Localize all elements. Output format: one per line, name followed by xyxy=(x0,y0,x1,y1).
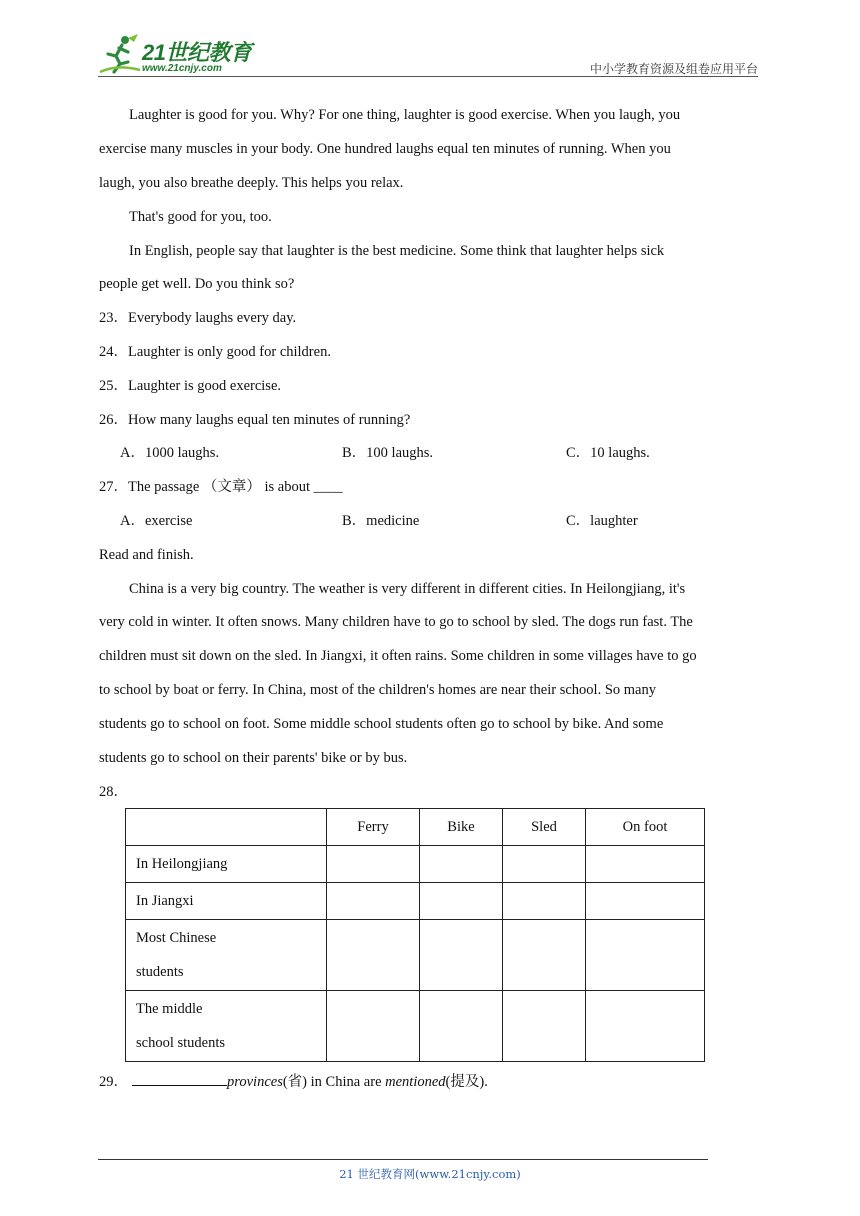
answer-cell[interactable] xyxy=(420,991,503,1062)
answer-cell[interactable] xyxy=(586,991,705,1062)
passage-line: exercise many muscles in your body. One hundred laughs equal ten minutes of running. When you xyxy=(99,141,671,157)
table-header-cell: On foot xyxy=(586,809,705,846)
answer-cell[interactable] xyxy=(503,883,586,920)
table-header-cell xyxy=(126,809,327,846)
passage-line: laugh, you also breathe deeply. This helps you relax. xyxy=(99,175,404,191)
answer-cell[interactable] xyxy=(586,920,705,991)
section-instruction: Read and finish. xyxy=(99,547,194,563)
table-header-cell: Ferry xyxy=(327,809,420,846)
platform-name: 中小学教育资源及组卷应用平台 xyxy=(589,62,758,76)
logo-url: www.21cnjy.com xyxy=(142,63,222,74)
option-a: A．exercise xyxy=(120,513,193,529)
row-label-line: school students xyxy=(136,1035,226,1051)
option-c: C．laughter xyxy=(566,513,638,529)
table-header-cell: Sled xyxy=(503,809,586,846)
page-header xyxy=(98,30,758,78)
word-mentioned: mentioned xyxy=(385,1074,446,1090)
answer-cell[interactable] xyxy=(420,846,503,883)
passage-line: China is a very big country. The weather is very different in different cities. In Heilongjiang, it's xyxy=(129,581,686,597)
runner-logo-icon xyxy=(98,32,142,76)
passage-line: very cold in winter. It often snows. Many children have to go to school by sled. The dogs run fast. The xyxy=(99,614,693,630)
answer-cell[interactable] xyxy=(503,920,586,991)
table-row xyxy=(126,920,705,991)
question-23: 23．Everybody laughs every day. xyxy=(99,310,297,326)
question-27: 27．The passage （文章） is about ____ xyxy=(99,479,343,495)
word-provinces: provinces xyxy=(227,1074,283,1090)
answer-cell[interactable] xyxy=(586,883,705,920)
gloss-sheng: (省) xyxy=(282,1074,308,1090)
answer-cell[interactable] xyxy=(327,920,420,991)
passage-line: That's good for you, too. xyxy=(129,209,272,225)
answer-cell[interactable] xyxy=(327,991,420,1062)
transport-table xyxy=(125,808,705,1062)
answer-cell[interactable] xyxy=(586,846,705,883)
header-divider xyxy=(98,76,758,77)
table-header-cell: Bike xyxy=(420,809,503,846)
passage-line: to school by boat or ferry. In China, most of the children's homes are near their school. So many xyxy=(99,682,656,698)
table-header-row xyxy=(126,809,705,846)
question-text: in China are xyxy=(307,1074,386,1090)
passage-line: Laughter is good for you. Why? For one thing, laughter is good exercise. When you laugh, you xyxy=(129,107,681,123)
row-label: In Heilongjiang xyxy=(126,846,327,883)
table-row xyxy=(126,846,705,883)
option-c: C．10 laughs. xyxy=(566,445,650,461)
gloss-tiji: (提及). xyxy=(445,1074,488,1090)
question-24: 24．Laughter is only good for children. xyxy=(99,344,331,360)
passage-line: children must sit down on the sled. In Jiangxi, it often rains. Some children in some villages have to go xyxy=(99,648,697,664)
footer-divider xyxy=(98,1159,708,1160)
answer-blank[interactable] xyxy=(132,1071,227,1086)
logo-text: 21世纪教育 xyxy=(142,40,252,65)
question-29 xyxy=(99,1071,488,1092)
row-label-line: Most Chinese xyxy=(136,930,217,946)
question-number: 29． xyxy=(99,1074,128,1090)
option-b: B．medicine xyxy=(342,513,420,529)
option-b: B．100 laughs. xyxy=(342,445,434,461)
table-row xyxy=(126,991,705,1062)
answer-cell[interactable] xyxy=(327,846,420,883)
row-label xyxy=(126,920,327,991)
passage-line: students go to school on their parents' bike or by bus. xyxy=(99,750,408,766)
row-label-line: The middle xyxy=(136,1001,203,1017)
site-logo xyxy=(98,30,268,78)
passage-line: In English, people say that laughter is the best medicine. Some think that laughter helps sick xyxy=(129,243,665,259)
question-26: 26．How many laughs equal ten minutes of running? xyxy=(99,412,411,428)
option-a: A．1000 laughs. xyxy=(120,445,220,461)
row-label-line: students xyxy=(136,964,184,980)
passage-line: students go to school on foot. Some middle school students often go to school by bike. And some xyxy=(99,716,664,732)
question-28-number: 28． xyxy=(99,784,128,800)
answer-cell[interactable] xyxy=(420,920,503,991)
footer-text: 21 世纪教育网(www.21cnjy.com) xyxy=(339,1167,521,1181)
question-25: 25．Laughter is good exercise. xyxy=(99,378,282,394)
answer-cell[interactable] xyxy=(327,883,420,920)
answer-cell[interactable] xyxy=(503,991,586,1062)
answer-cell[interactable] xyxy=(503,846,586,883)
row-label: In Jiangxi xyxy=(126,883,327,920)
answer-cell[interactable] xyxy=(420,883,503,920)
passage-line: people get well. Do you think so? xyxy=(99,276,295,292)
table-row xyxy=(126,883,705,920)
row-label xyxy=(126,991,327,1062)
